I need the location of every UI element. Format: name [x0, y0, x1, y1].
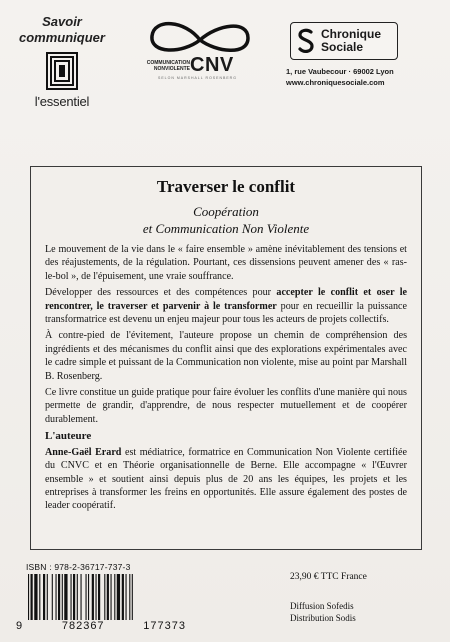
- cnv-logo: [140, 14, 260, 80]
- description-body: [45, 243, 407, 516]
- publisher-website: www.chroniquesociale.com: [286, 78, 385, 87]
- cnv-small-text: [146, 60, 190, 72]
- series-line-2: communiquer: [19, 30, 105, 45]
- barcode-digit-group-2: 782367: [61, 620, 105, 632]
- series-line-1: Savoir: [42, 14, 82, 29]
- subtitle-line-1: Coopération: [193, 204, 259, 219]
- barcode-digit-group-3: 177373: [143, 620, 186, 632]
- publisher-name-line-1: Chronique: [321, 27, 381, 41]
- book-subtitle: [31, 203, 421, 237]
- cnv-small-line-1: COMMUNICATION: [146, 60, 190, 66]
- cnv-big-text: CNV: [190, 54, 234, 76]
- series-name: l'essentiel: [34, 94, 90, 109]
- series-logo: [12, 14, 112, 109]
- paragraph-2-start: Développer des ressources et des compétences pour: [45, 287, 277, 299]
- author-bio: [45, 446, 407, 513]
- publisher-s-icon: [297, 28, 315, 54]
- publisher-address-block: [286, 66, 436, 88]
- diffusion-line: Diffusion Sofedis: [290, 601, 354, 611]
- isbn: ISBN : 978-2-36717-737-3: [26, 562, 131, 572]
- author-heading: L'auteure: [45, 430, 92, 443]
- author-bio-text: est médiatrice, formatrice en Communication Non Violente certifiée du CNVC et en Théorie organisationnelle de Berne. Elle accompagne « l'Œuvrer ensemble » et soutient ainsi depuis plus de 20 ans les équipes, les projets et les entreprises à transformer les freins en opportunités. Elle assure également des postes de leader coopératif.: [45, 446, 408, 512]
- paragraph-3: À contre-pied de l'évitement, l'auteure propose un chemin de compréhension des ingrédients et des mécanismes du conflit ainsi que des explorations expérimentales avec le cadre simple et puissant de la Communication non violente, mise au point par Marshall B. Rosenberg.: [45, 330, 407, 382]
- cnv-tagline: SELON MARSHALL ROSENBERG: [158, 76, 237, 80]
- publisher-name-line-2: Sociale: [321, 40, 364, 54]
- barcode: [26, 574, 182, 626]
- publisher-block: [286, 22, 436, 88]
- series-square-icon: [46, 52, 78, 90]
- paragraph-2-end: pour en recueillir la puissance transformatrice est devenu un enjeu majeur pour tous les acteurs de projets collectifs.: [45, 300, 407, 326]
- distribution-line: Distribution Sodis: [290, 613, 356, 623]
- cnv-small-line-2: NONVIOLENTE: [153, 66, 190, 72]
- distribution: [290, 600, 356, 624]
- price: 23,90 € TTC France: [290, 572, 367, 582]
- paragraph-4: Ce livre constitue un guide pratique pour faire évoluer les conflits d'une manière qui nous permette de grandir, d'apprendre, de nous respecter mutuellement et de coopérer durablement.: [45, 387, 407, 425]
- description-frame: [30, 166, 422, 550]
- author-name: Anne-Gaël Erard: [45, 446, 122, 458]
- publisher-address: 1, rue Vaubecour · 69002 Lyon: [286, 67, 394, 76]
- subtitle-line-2: et Communication Non Violente: [142, 221, 310, 236]
- paragraph-1: Le mouvement de la vie dans le « faire ensemble » amène inévitablement des tensions et des réajustements, de la régulation. Pourtant, ces dissensions peuvent amener des « ras-le-bol », de l'épuisement, une vraie souffrance.: [45, 244, 407, 282]
- paragraph-2: [45, 286, 407, 326]
- publisher-logo: [290, 22, 398, 60]
- barcode-digit-group-1: 9: [16, 620, 24, 632]
- paragraph-2-bold: accepter le conflit et oser le rencontrer, le traverser et parvenir à le transformer: [45, 287, 408, 312]
- barcode-digits: [16, 620, 186, 632]
- publisher-name: [321, 28, 381, 54]
- book-title: Traverser le conflit: [156, 177, 296, 196]
